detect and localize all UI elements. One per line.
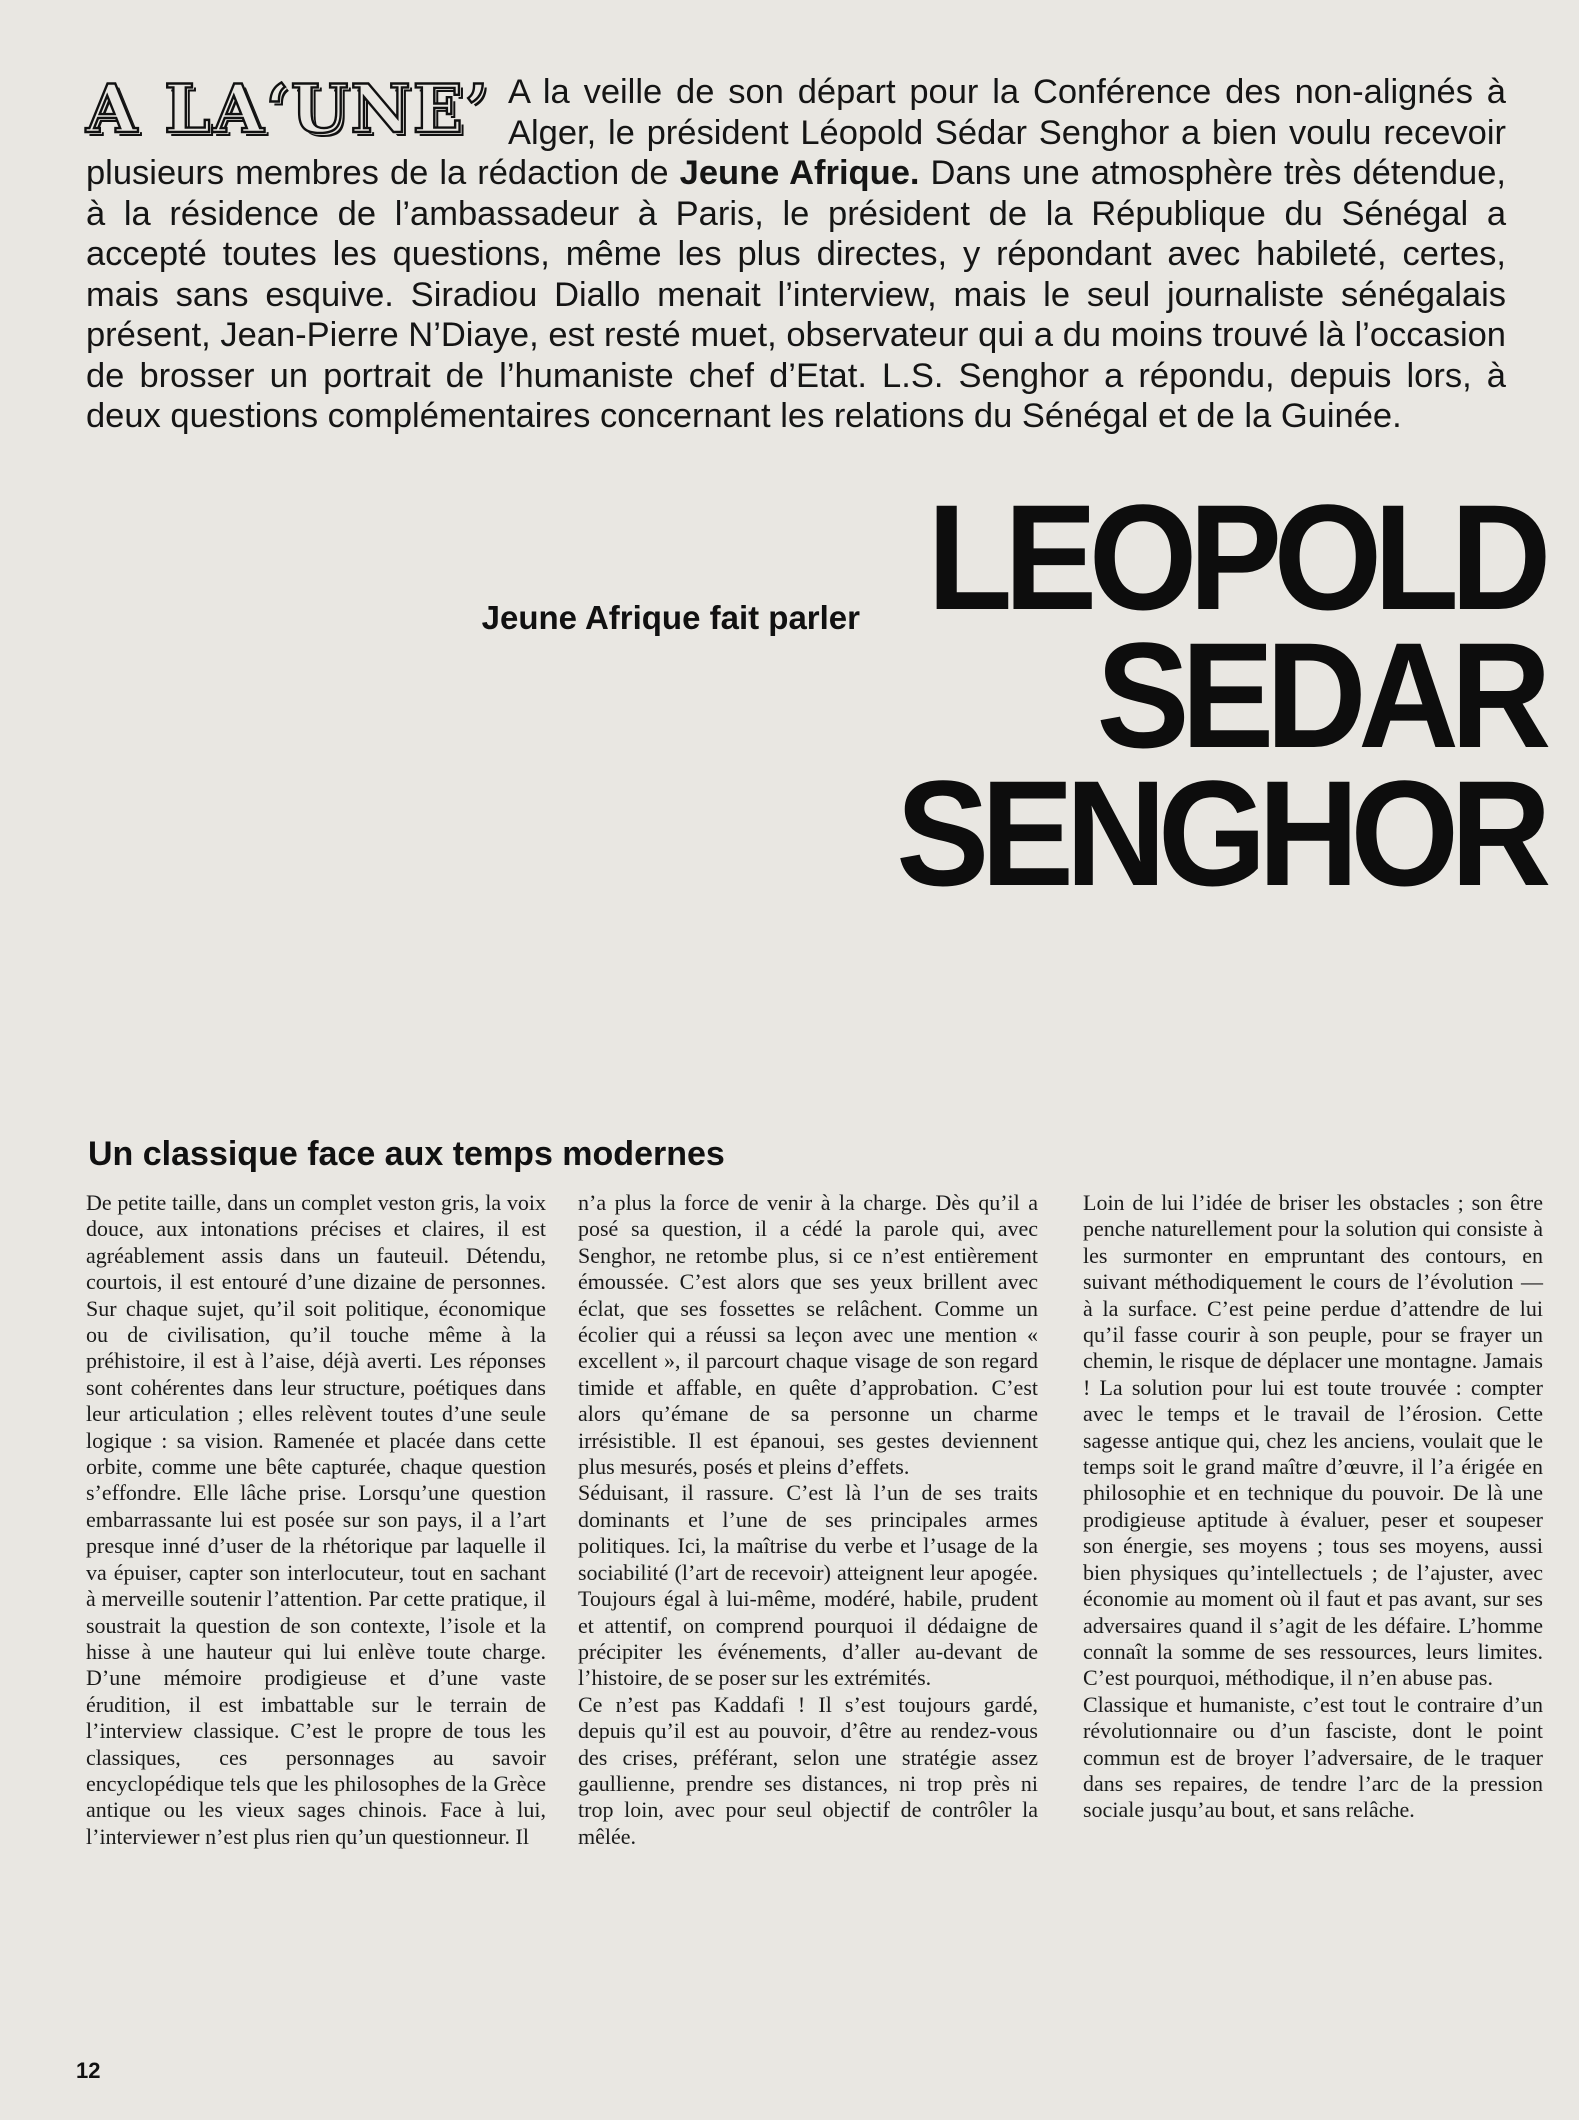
- intro-text-2: Dans une atmosphère très détendue, à la résidence de l’ambassadeur à Paris, le président de la République du Sénégal a accepté toutes les questions, même les plus directes, y répondant avec habileté, certes, mais sans esquive. Siradiou Diallo menait l’interview, mais le seul journaliste sénégalais présent, Jean-Pierre N’Diaye, est resté muet, observateur qui a du moins trouvé là l’occasion de brosser un portrait de l’humaniste chef d’Etat. L.S. Senghor a répondu, depuis lors, à deux questions complémentaires concernant les relations du Sénégal et de la Guinée.: [86, 154, 1506, 435]
- a-la-une-kicker: A LA‘UNE’: [86, 70, 490, 148]
- column-1-paragraph: De petite taille, dans un complet veston gris, la voix douce, aux intonations précises et claires, il est agréablement assis dans un fauteuil. Détendu, courtois, il est entouré d’une dizaine de personnes. Sur chaque sujet, qu’il soit politique, économique ou de civilisation, qu’il touche même à la préhistoire, il est à l’aise, déjà averti. Les réponses sont cohérentes dans leur structure, poétiques dans leur articulation ; elles relèvent toutes d’une seule logique : sa vision. Ramenée et placée dans cette orbite, comme une bête capturée, chaque question s’effondre. Elle lâche prise. Lorsqu’une question embarrassante lui est posée sur son pays, il a l’art presque inné d’user de la rhétorique par laquelle il va épuiser, capter son interlocuteur, tout en sachant à merveille soutenir l’attention. Par cette pratique, il soustrait la question de son contexte, l’isole et la hisse à une hauteur qui lui enlève toute charge. D’une mémoire prodigieuse et d’une vaste érudition, il est imbattable sur le terrain de l’interview classique. C’est le propre de tous les classiques, ces personnages au savoir encyclopédique tels que les philosophes de la Grèce antique ou les vieux sages chinois. Face à lui, l’interviewer n’est plus rien qu’un questionneur. Il: [86, 1190, 546, 1849]
- headline-kicker: Jeune Afrique fait parler: [481, 599, 860, 636]
- article-column-2: [578, 1190, 1038, 1850]
- headline-line-2: SEDAR: [1096, 611, 1543, 779]
- article-column-1: [86, 1190, 546, 1850]
- column-3-paragraph-1: Loin de lui l’idée de briser les obstacles ; son être penche naturellement pour la solution qui consiste à les surmonter en empruntant des contours, en suivant méthodiquement le cours de l’évolution — à la surface. C’est peine perdue d’attendre de lui qu’il fasse courir à son peuple, pour se frayer un chemin, le risque de déplacer une montagne. Jamais ! La solution pour lui est toute trouvée : compter avec le temps et le travail de l’érosion. Cette sagesse antique qui, chez les anciens, voulait que le temps soit le grand maître d’œuvre, il l’a érigée en philosophie et en technique du pouvoir. De là une prodigieuse aptitude à évaluer, peser et soupeser son énergie, ses moyens ; tous ses moyens, aussi bien physiques qu’intellectuels ; de l’ajuster, avec économie au moment où il faut et pas avant, sur ses adversaires quand il s’agit de les défaire. L’homme connaît la somme de ses ressources, leurs limites. C’est pourquoi, méthodique, il n’en abuse pas.: [1083, 1190, 1543, 1691]
- headline: [873, 473, 1543, 917]
- intro-publication-name: Jeune Afrique.: [679, 154, 920, 192]
- column-3-paragraph-2: Classique et humaniste, c’est tout le contraire d’un révolutionnaire ou d’un fasciste, dont le point commun est de broyer l’adversaire, de le traquer dans ses repaires, de tendre l’arc de la pression sociale jusqu’au bout, et sans relâche.: [1083, 1691, 1543, 1823]
- article-column-3: [1083, 1190, 1543, 1824]
- column-2-paragraph-2: Séduisant, il rassure. C’est là l’un de ses traits dominants et l’une de ses principales armes politiques. Ici, la maîtrise du verbe et l’usage de la sociabilité (l’art de recevoir) atteignent leur apogée. Toujours égal à lui-même, modéré, habile, prudent et attentif, on comprend pourquoi il dédaigne de précipiter les événements, d’aller au-devant de l’histoire, de se poser sur les extrémités.: [578, 1480, 1038, 1691]
- intro-text-1: A la veille de son départ pour la Conférence des non-alignés à Alger, le président Léopold Sédar Senghor a bien voulu recevoir plusieurs membres de la rédaction de: [86, 73, 1506, 192]
- column-2-paragraph-1: n’a plus la force de venir à la charge. Dès qu’il a posé sa question, il a cédé la parole qui, avec Senghor, ne retombe plus, si ce n’est entièrement émoussée. C’est alors que ses yeux brillent avec éclat, que ses fossettes se relâchent. Comme un écolier qui a réussi sa leçon avec une mention « excellent », il parcourt chaque visage de son regard timide et affable, en quête d’approbation. C’est alors qu’émane de sa personne un charme irrésistible. Il est épanoui, ses gestes deviennent plus mesurés, posés et pleins d’effets.: [578, 1190, 1038, 1480]
- column-2-paragraph-3: Ce n’est pas Kaddafi ! Il s’est toujours gardé, depuis qu’il est au pouvoir, d’être au rendez-vous des crises, préférant, selon une stratégie assez gaullienne, prendre ses distances, ni trop près ni trop loin, avec pour seul objectif de contrôler la mêlée.: [578, 1691, 1038, 1849]
- section-title: Un classique face aux temps modernes: [88, 1135, 725, 1173]
- headline-line-3: SENGHOR: [896, 749, 1543, 917]
- headline-line-1: LEOPOLD: [927, 473, 1543, 641]
- page-number: 12: [76, 2058, 101, 2083]
- intro-paragraph: [86, 72, 1506, 437]
